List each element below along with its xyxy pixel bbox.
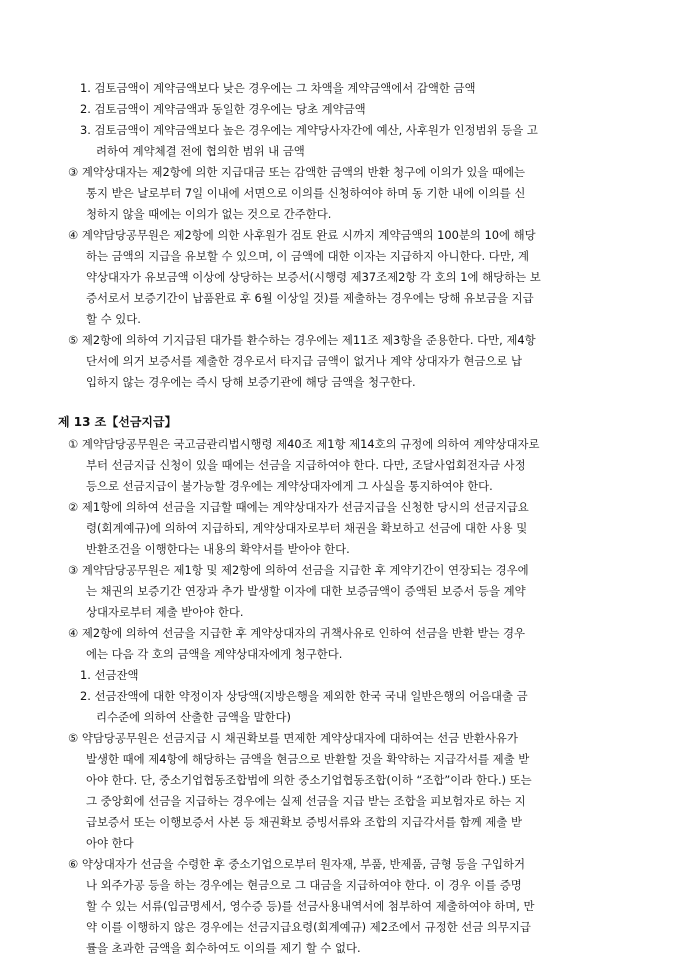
paragraph-5-line: 단서에 의거 보증서를 제출한 경우로서 타지급 금액이 없거나 계약 상대자가 현금으로 납	[86, 354, 522, 368]
article-heading: 제 13 조【선금지급】	[58, 415, 177, 429]
article-paragraph-5-line: 발생한 때에 제4항에 해당하는 금액을 현금으로 반환할 것을 확약하는 지급각서를 제출 받	[86, 752, 530, 766]
article-list-item: 2. 선금잔액에 대한 약정이자 상당액(지방은행을 제외한 한국 국내 일반은행의 어음대출 금	[80, 689, 528, 703]
article-paragraph-3-line: 는 채권의 보증기간 연장과 추가 발생할 이자에 대한 보증금액이 증액된 보증서 등을 계약	[86, 584, 526, 598]
paragraph-4-line: 증서로서 보증기간이 납품완료 후 6월 이상일 것)를 제출하는 경우에는 당해 유보금을 지급	[86, 291, 534, 305]
article-paragraph-1-line: 등으로 선금지급이 불가능할 경우에는 계약상대자에게 그 사실을 통지하여야 한다.	[86, 479, 493, 493]
paragraph-3-line: ③ 계약상대자는 제2항에 의한 지급대금 또는 감액한 금액의 반환 청구에 이의가 있을 때에는	[68, 165, 526, 179]
article-paragraph-2-line: 반환조건을 이행한다는 내용의 확약서를 받아야 한다.	[86, 542, 350, 556]
article-paragraph-5-line: 아야 한다. 단, 중소기업협동조합법에 의한 중소기업협동조합(이하 “조합”이라 한다.) 또는	[86, 773, 532, 787]
list-item: 1. 검토금액이 계약금액보다 낮은 경우에는 그 차액을 계약금액에서 감액한 금액	[80, 81, 476, 95]
article-paragraph-3-line: ③ 계약담당공무원은 제1항 및 제2항에 의하여 선금을 지급한 후 계약기간이 연장되는 경우에	[68, 563, 529, 577]
paragraph-5-line: 입하지 않는 경우에는 즉시 당해 보증기관에 해당 금액을 청구한다.	[86, 375, 416, 389]
list-item: 2. 검토금액이 계약금액과 동일한 경우에는 당초 계약금액	[80, 102, 366, 116]
article-paragraph-4-line: 에는 다음 각 호의 금액을 계약상대자에게 청구한다.	[86, 647, 343, 661]
paragraph-3-line: 청하지 않을 때에는 이의가 없는 것으로 간주한다.	[86, 207, 332, 221]
article-paragraph-2-line: ② 제1항에 의하여 선금을 지급할 때에는 계약상대자가 선금지급을 신청한 당시의 선금지급요	[68, 500, 529, 514]
article-paragraph-1-line: 부터 선금지급 신청이 있을 때에는 선금을 지급하여야 한다. 다만, 조달사업회전자금 사정	[86, 458, 526, 472]
article-paragraph-6-line: ⑥ 약상대자가 선금을 수령한 후 중소기업으로부터 원자재, 부품, 반제품, 금형 등을 구입하거	[68, 857, 526, 871]
article-paragraph-5-line: 급보증서 또는 이행보증서 사본 등 채권확보 증빙서류와 조합의 지급각서를 함께 제출 받	[86, 815, 522, 829]
article-paragraph-4-line: ④ 제2항에 의하여 선금을 지급한 후 계약상대자의 귀책사유로 인하여 선금을 반환 받는 경우	[68, 626, 526, 640]
paragraph-5-line: ⑤ 제2항에 의하여 기지급된 대가를 환수하는 경우에는 제11조 제3항을 준용한다. 다만, 제4항	[68, 333, 536, 347]
article-paragraph-2-line: 령(회계예규)에 의하여 지급하되, 계약상대자로부터 채권을 확보하고 선금에 대한 사용 및	[86, 521, 528, 535]
paragraph-4-line: ④ 계약담당공무원은 제2항에 의한 사후원가 검토 완료 시까지 계약금액의 100분의 10에 해당	[68, 228, 536, 242]
article-list-item: 1. 선금잔액	[80, 668, 139, 682]
paragraph-4-line: 약상대자가 유보금액 이상에 상당하는 보증서(시행령 제37조제2항 각 호의 1에 해당하는 보	[86, 270, 541, 284]
paragraph-4-line: 할 수 있다.	[86, 312, 141, 326]
article-paragraph-5-line: 아야 한다	[86, 836, 134, 850]
article-paragraph-6-line: 률을 초과한 금액을 회수하여도 이의를 제기 할 수 없다.	[86, 941, 361, 955]
article-paragraph-6-line: 약 이를 이행하지 않은 경우에는 선금지급요령(회계예규) 제2조에서 규정한 선금 의무지급	[86, 920, 531, 934]
article-paragraph-6-line: 나 외주가공 등을 하는 경우에는 현금으로 그 대금을 지급하여야 한다. 이 경우 이를 증명	[86, 878, 522, 892]
article-paragraph-5-line: 그 중앙회에 선금을 지급하는 경우에는 실제 선금을 지급 받는 조합을 피보험자로 하는 지	[86, 794, 526, 808]
article-paragraph-1-line: ① 계약담당공무원은 국고금관리법시행령 제40조 제1항 제14호의 규정에 의하여 계약상대자로	[68, 437, 540, 451]
article-list-item-continuation: 리수준에 의하여 산출한 금액을 말한다)	[96, 710, 291, 724]
article-paragraph-5-line: ⑤ 약담당공무원은 선금지급 시 채권확보를 면제한 계약상대자에 대하여는 선금 반환사유가	[68, 731, 518, 745]
paragraph-4-line: 하는 금액의 지급을 유보할 수 있으며, 이 금액에 대한 이자는 지급하지 아니한다. 다만, 계	[86, 249, 530, 263]
article-paragraph-6-line: 할 수 있는 서류(입금명세서, 영수증 등)를 선금사용내역서에 첨부하여 제출하여야 하며, 만	[86, 899, 535, 913]
paragraph-3-line: 통지 받은 날로부터 7일 이내에 서면으로 이의를 신청하여야 하며 동 기한 내에 이의를 신	[86, 186, 526, 200]
list-item-continuation: 려하여 계약체결 전에 협의한 범위 내 금액	[96, 144, 305, 158]
article-paragraph-3-line: 상대자로부터 제출 받아야 한다.	[86, 605, 244, 619]
list-item: 3. 검토금액이 계약금액보다 높은 경우에는 계약당사자간에 예산, 사후원가 인정범위 등을 고	[80, 123, 538, 137]
